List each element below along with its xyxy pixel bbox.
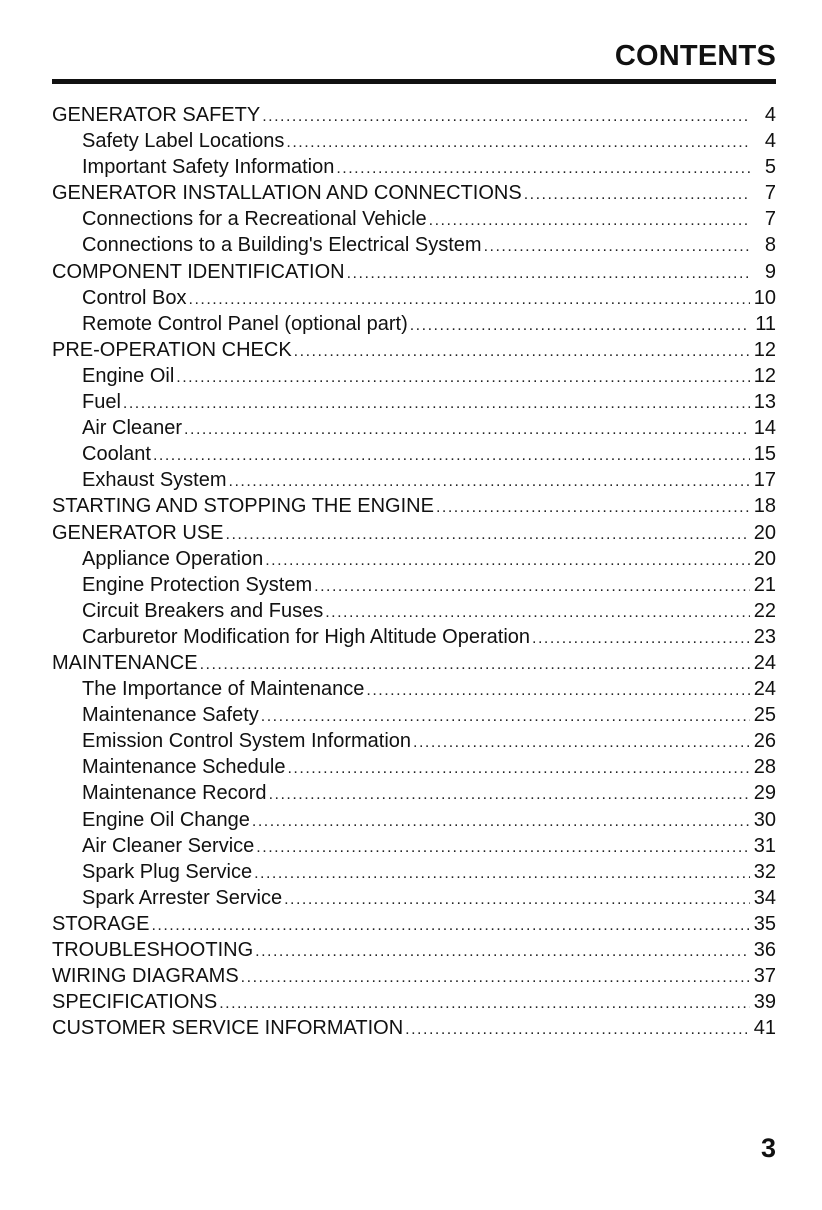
toc-entry-page: 34	[753, 886, 776, 909]
toc-entry-page: 36	[753, 939, 776, 961]
toc-entry[interactable]	[52, 441, 776, 467]
toc-entry[interactable]	[52, 1015, 776, 1041]
dot-leader	[255, 939, 750, 965]
toc-entry-page: 5	[764, 156, 776, 179]
dot-leader	[294, 339, 750, 365]
dot-leader	[153, 443, 750, 469]
toc-entry-page: 21	[753, 573, 776, 596]
toc-entry[interactable]	[52, 180, 776, 206]
dot-leader	[269, 782, 750, 808]
toc-entry-page: 31	[753, 834, 776, 857]
toc-entry-page: 9	[764, 260, 776, 283]
toc-entry[interactable]	[52, 493, 776, 519]
toc-entry[interactable]	[52, 624, 776, 650]
toc-entry-label: PRE-OPERATION CHECK	[52, 338, 292, 361]
toc-entry-label: Control Box	[82, 286, 187, 309]
dot-leader	[176, 365, 749, 391]
dot-leader	[405, 1017, 750, 1043]
toc-entry[interactable]	[52, 206, 776, 232]
toc-entry[interactable]	[52, 337, 776, 363]
toc-entry-page: 37	[753, 965, 776, 988]
dot-leader	[484, 234, 750, 260]
toc-entry-label: Exhaust System	[82, 469, 227, 492]
toc-entry[interactable]	[52, 259, 776, 285]
dot-leader	[184, 417, 750, 443]
toc-entry[interactable]	[52, 937, 776, 963]
dot-leader	[532, 626, 750, 652]
toc-entry-label: Circuit Breakers and Fuses	[82, 599, 324, 622]
toc-entry-page: 23	[753, 625, 776, 648]
dot-leader	[262, 104, 750, 130]
dot-leader	[286, 130, 750, 156]
toc-entry-page: 32	[753, 860, 776, 883]
toc-entry[interactable]	[52, 520, 776, 546]
dot-leader	[284, 887, 750, 913]
toc-entry-page: 14	[753, 417, 776, 440]
toc-entry-page: 28	[753, 756, 776, 779]
dot-leader	[314, 574, 750, 600]
toc-entry[interactable]	[52, 363, 776, 389]
toc-entry[interactable]	[52, 807, 776, 833]
dot-leader	[229, 469, 750, 495]
dot-leader	[429, 208, 750, 234]
dot-leader	[325, 600, 750, 626]
toc-entry-label: Air Cleaner	[82, 417, 183, 440]
toc-entry-label: MAINTENANCE	[52, 651, 198, 674]
toc-entry-label: CUSTOMER SERVICE INFORMATION	[52, 1017, 404, 1040]
toc-entry[interactable]	[52, 650, 776, 676]
toc-entry[interactable]	[52, 859, 776, 885]
toc-entry-label: Spark Arrester Service	[82, 886, 283, 909]
dot-leader	[413, 730, 750, 756]
toc-entry[interactable]	[52, 415, 776, 441]
dot-leader	[189, 287, 750, 313]
dot-leader	[252, 809, 750, 835]
toc-entry-label: Maintenance Schedule	[82, 756, 286, 779]
toc-entry-label: Maintenance Record	[82, 782, 267, 805]
toc-entry-page: 20	[753, 547, 776, 570]
toc-entry-page: 24	[753, 651, 776, 674]
toc-entry-label: GENERATOR SAFETY	[52, 104, 261, 126]
toc-entry-page: 7	[764, 208, 776, 231]
toc-entry-label: The Importance of Maintenance	[82, 678, 365, 701]
dot-leader	[287, 756, 749, 782]
toc-entry[interactable]	[52, 154, 776, 180]
toc-entry-label: GENERATOR INSTALLATION AND CONNECTIONS	[52, 182, 522, 205]
toc-entry-page: 25	[753, 704, 776, 727]
toc-entry-label: SPECIFICATIONS	[52, 991, 218, 1014]
toc-entry-label: Remote Control Panel (optional part)	[82, 312, 408, 335]
toc-entry-label: Spark Plug Service	[82, 860, 253, 883]
toc-entry-label: Engine Protection System	[82, 573, 313, 596]
dot-leader	[241, 965, 750, 991]
toc-entry-page: 7	[764, 182, 776, 205]
toc-entry-page: 39	[753, 991, 776, 1014]
toc-entry[interactable]	[52, 676, 776, 702]
toc-entry-label: Engine Oil Change	[82, 808, 250, 831]
dot-leader	[256, 835, 749, 861]
toc-entry-page: 8	[764, 234, 776, 257]
toc-entry-page: 18	[753, 495, 776, 518]
toc-entry[interactable]	[52, 128, 776, 154]
toc-entry[interactable]	[52, 546, 776, 572]
toc-entry-label: Important Safety Information	[82, 156, 335, 179]
toc-entry[interactable]	[52, 232, 776, 258]
toc-entry-label: Emission Control System Information	[82, 730, 412, 753]
dot-leader	[261, 704, 750, 730]
toc-entry-label: Connections to a Building's Electrical System	[82, 234, 482, 257]
toc-entry-page: 11	[755, 312, 776, 335]
toc-entry-page: 20	[753, 521, 776, 544]
page-title: CONTENTS	[614, 40, 776, 72]
dot-leader	[219, 991, 750, 1017]
toc-entry-label: Safety Label Locations	[82, 130, 285, 153]
toc-entry-label: Engine Oil	[82, 364, 175, 387]
toc-entry-label: WIRING DIAGRAMS	[52, 965, 239, 988]
dot-leader	[254, 861, 750, 887]
toc-entry-page: 35	[753, 912, 776, 935]
dot-leader	[524, 182, 750, 208]
toc-entry-page: 13	[753, 391, 776, 414]
dot-leader	[200, 652, 750, 678]
toc-entry[interactable]	[52, 389, 776, 415]
toc-entry[interactable]	[52, 911, 776, 937]
toc-entry-label: STARTING AND STOPPING THE ENGINE	[52, 495, 434, 518]
toc-entry-page: 12	[753, 338, 776, 361]
toc-entry[interactable]	[52, 728, 776, 754]
dot-leader	[366, 678, 749, 704]
toc-entry[interactable]	[52, 780, 776, 806]
toc-entry[interactable]	[52, 963, 776, 989]
dot-leader	[436, 495, 750, 521]
toc-entry-page: 4	[764, 104, 776, 126]
toc-entry-page: 10	[753, 286, 776, 309]
toc-entry-page: 12	[753, 364, 776, 387]
toc-entry-page: 4	[764, 130, 776, 153]
toc-entry-page: 26	[753, 730, 776, 753]
toc-entry[interactable]	[52, 702, 776, 728]
toc-entry[interactable]	[52, 467, 776, 493]
toc-entry-page: 41	[753, 1017, 776, 1040]
dot-leader	[123, 391, 750, 417]
toc-entry[interactable]	[52, 285, 776, 311]
toc-entry-label: TROUBLESHOOTING	[52, 939, 254, 961]
title-rule	[52, 79, 776, 84]
toc-entry-label: Fuel	[82, 391, 121, 414]
toc-entry-label: Coolant	[82, 443, 151, 466]
toc-entry-page: 29	[753, 782, 776, 805]
table-of-contents	[52, 102, 776, 1041]
toc-entry[interactable]	[52, 833, 776, 859]
toc-entry[interactable]	[52, 754, 776, 780]
toc-entry[interactable]	[52, 989, 776, 1015]
dot-leader	[226, 522, 750, 548]
toc-entry-label: STORAGE	[52, 912, 150, 935]
toc-entry[interactable]	[52, 885, 776, 911]
dot-leader	[265, 548, 750, 574]
toc-entry-label: Carburetor Modification for High Altitude Operation	[82, 625, 531, 648]
dot-leader	[151, 913, 749, 939]
toc-entry-label: Air Cleaner Service	[82, 834, 255, 857]
toc-entry-page: 22	[753, 599, 776, 622]
toc-entry[interactable]	[52, 311, 776, 337]
toc-entry-page: 24	[753, 678, 776, 701]
toc-entry-label: GENERATOR USE	[52, 521, 224, 544]
page-number: 3	[760, 1133, 776, 1163]
toc-entry[interactable]	[52, 102, 776, 128]
dot-leader	[347, 261, 750, 287]
toc-entry-label: Maintenance Safety	[82, 704, 259, 727]
toc-entry-page: 15	[753, 443, 776, 466]
toc-entry-label: Appliance Operation	[82, 547, 264, 570]
dot-leader	[336, 156, 750, 182]
toc-entry-page: 17	[753, 469, 776, 492]
toc-entry-label: Connections for a Recreational Vehicle	[82, 208, 427, 231]
dot-leader	[410, 313, 750, 339]
toc-entry-label: COMPONENT IDENTIFICATION	[52, 260, 345, 283]
toc-entry[interactable]	[52, 598, 776, 624]
toc-entry[interactable]	[52, 572, 776, 598]
toc-entry-page: 30	[753, 808, 776, 831]
